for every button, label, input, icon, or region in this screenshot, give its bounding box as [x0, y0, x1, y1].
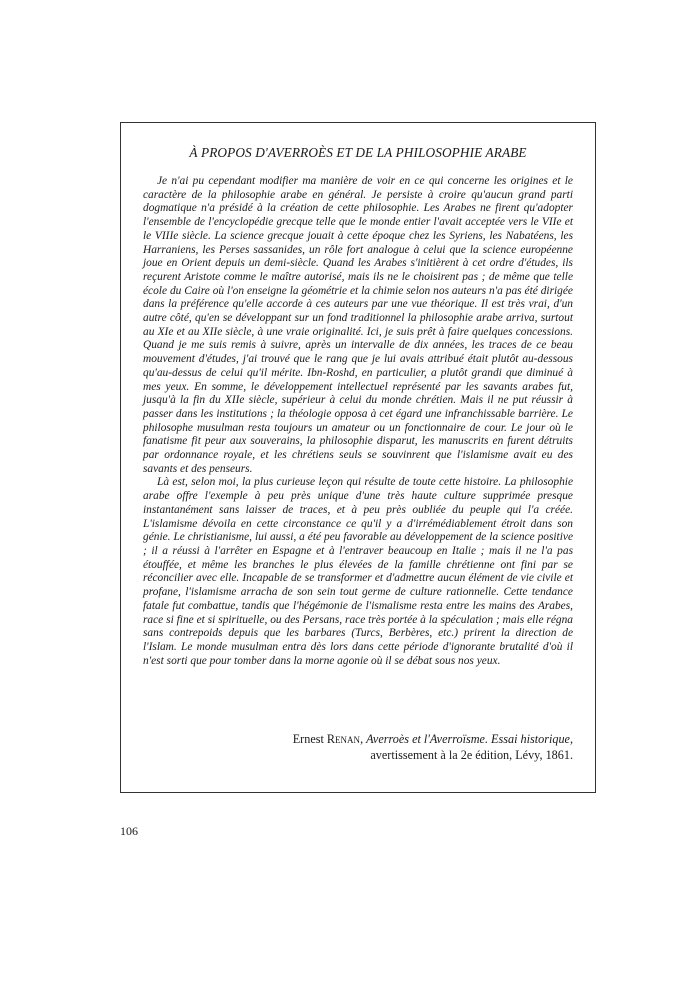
paragraph-2: Là est, selon moi, la plus curieuse leçon qui résulte de toute cette histoire. La philosophie arabe offre l'exemple à peu près unique d'une très haute culture supprimée presque instantanément sans laisser de traces, et à peu près oubliée du peuple qui l'a créée. L'islamisme dévoila en cette circonstance ce qu'il y a d'irrémédiablement étroit dans son génie. Le christianisme, lui aussi, a été peu favorable au développement de la science positive ; il a réussi à l'arrêter en Espagne et à l'entraver beaucoup en Italie ; mais il ne l'a pas étouffée, et même les branches le plus élevées de la famille chrétienne ont fini par se réconcilier avec elle. Incapable de se transformer et d'admettre aucun élément de vie civile et profane, l'islamisme arracha de son sein tout germe de culture rationnelle. Cette tendance fatale fut combattue, tandis que l'hégémonie de l'ismalisme resta entre les mains des Arabes, race si fine et si spirituelle, ou des Persans, race très portée à la spéculation ; mais elle régna sans contrepoids depuis que les barbares (Turcs, Berbères, etc.) prirent la direction de l'Islam. Le monde musulman entra dès lors dans cette période d'ignorante brutalité d'où il n'est sorti que pour tomber dans la morne agonie où il se débat sous nos yeux. [143, 476, 573, 667]
paragraph-1: Je n'ai pu cependant modifier ma manière de voir en ce qui concerne les origines et le caractère de la philosophie arabe en général. Je persiste à croire qu'aucun grand parti dogmatique n'a présidé à la création de cette philosophie. Les Arabes ne firent qu'adopter l'ensemble de l'encyclopédie grecque telle que le monde entier l'avait acceptée vers le VIIe et le VIIIe siècle. La science grecque jouait à cette époque chez les Syriens, les Nabatéens, les Harraniens, les Perses sassanides, un rôle fort analogue à celui que la science européenne joue en Orient depuis un demi-siècle. Quand les Arabes s'initièrent à cet ordre d'études, ils reçurent Aristote comme le maître autorisé, mais ils ne le choisirent pas ; de même que telle école du Caire où l'on enseigne la géométrie et la chimie selon nos auteurs n'a pas été dirigée dans la préférence qu'elle accorde à ces auteurs par une vue théorique. Il est très vrai, d'un autre côté, qu'en se développant sur un fond traditionnel la philosophie arabe arriva, surtout au XIe et au XIIe siècle, à une vraie originalité. Ici, je suis prêt à faire quelques concessions. Quand je me suis remis à suivre, après un intervalle de dix années, les traces de ce beau mouvement d'études, j'ai trouvé que le rang que je lui avais attribué était plutôt au-dessous qu'au-dessus de celui qu'il mérite. Ibn-Roshd, en particulier, a plutôt grandi que diminué à mes yeux. En somme, le développement intellectuel représenté par les savants arabes fut, jusqu'à la fin du XIIe siècle, supérieur à celui du monde chrétien. Mais il ne put réussir à passer dans les institutions ; la théologie opposa à cet égard une infranchissable barrière. Le philosophe musulman resta toujours un amateur ou un fonctionnaire de cour. Le jour où le fanatisme fit peur aux souverains, la philosophie disparut, les manuscrits en furent détruits par ordonnance royale, et les chrétiens seuls se souvinrent que l'islamisme avait eu des savants et des penseurs. [143, 175, 573, 475]
attribution-line-1 [293, 731, 573, 747]
essay-body [143, 175, 573, 668]
quotation-box [120, 122, 596, 793]
author-first-name: Ernest [292, 732, 324, 746]
essay-title: À PROPOS D'AVERROÈS ET DE LA PHILOSOPHIE ARABE [189, 145, 527, 160]
attribution-line-2: avertissement à la 2e édition, Lévy, 1861. [370, 748, 573, 762]
attribution-comma: , [360, 732, 367, 746]
work-title: Averroès et l'Averroïsme. Essai historique, [366, 732, 573, 746]
source-attribution [293, 731, 573, 763]
page-number: 106 [120, 824, 138, 838]
author-last-name: Renan [326, 732, 361, 746]
